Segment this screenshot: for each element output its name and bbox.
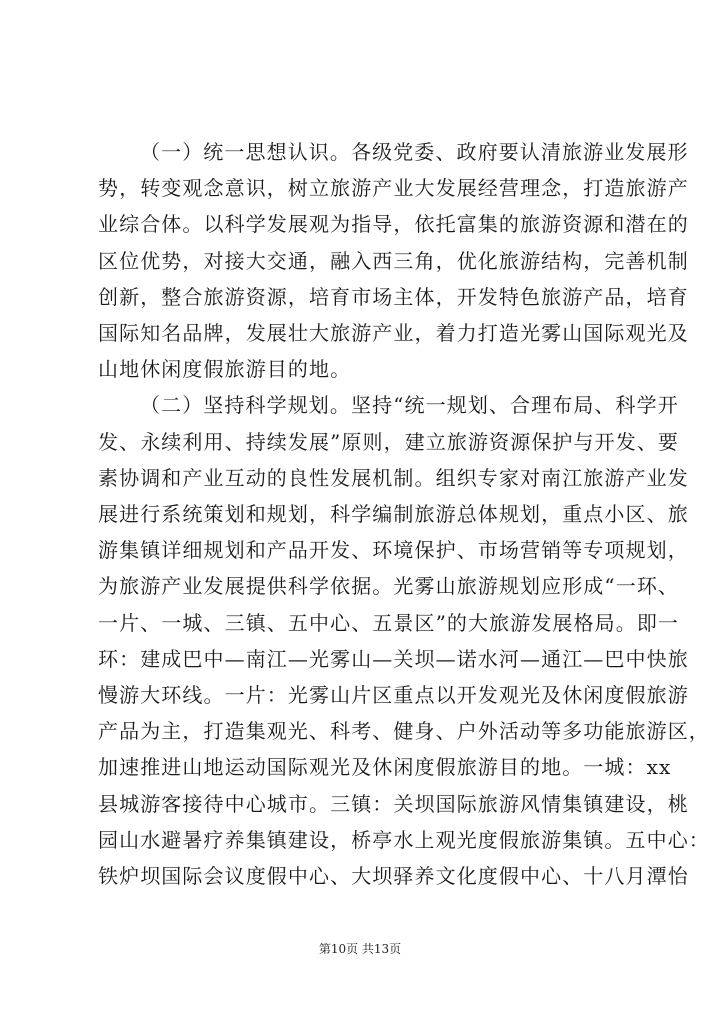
text-line: 游集镇详细规划和产品开发、环境保护、市场营销等专项规划， xyxy=(98,538,689,563)
text-line: 区位优势，对接大交通，融入西三角，优化旅游结构，完善机制 xyxy=(98,248,689,273)
text-line: 环：建成巴中—南江—光雾山—关坝—诺水河—通江—巴中快旅 xyxy=(98,646,689,671)
text-line: 创新，整合旅游资源，培育市场主体，开发特色旅游产品，培育 xyxy=(98,284,689,309)
body-text xyxy=(98,134,710,894)
text-line: 产品为主，打造集观光、科考、健身、户外活动等多功能旅游区， xyxy=(98,719,710,744)
paragraph-2 xyxy=(98,387,710,894)
text-line: 素协调和产业互动的良性发展机制。组织专家对南江旅游产业发 xyxy=(98,465,689,490)
text-line: （一）统一思想认识。各级党委、政府要认清旅游业发展形 xyxy=(140,140,689,164)
text-line: 山地休闲度假旅游目的地。 xyxy=(98,357,352,382)
text-line: 为旅游产业发展提供科学依据。光雾山旅游规划应形成“一环、 xyxy=(98,574,680,599)
text-line: 一片、一城、三镇、五中心、五景区”的大旅游发展格局。即一 xyxy=(98,610,680,635)
text-line: 铁炉坝国际会议度假中心、大坝驿养文化度假中心、十八月潭怡 xyxy=(98,864,689,889)
text-line: 国际知名品牌，发展壮大旅游产业，着力打造光雾山国际观光及 xyxy=(98,321,689,346)
page-footer: 第10页 共13页 xyxy=(318,942,402,956)
text-line: （二）坚持科学规划。坚持“统一规划、合理布局、科学开 xyxy=(140,393,679,418)
text-line: 势，转变观念意识，树立旅游产业大发展经营理念，打造旅游产 xyxy=(98,176,689,201)
text-line: 业综合体。以科学发展观为指导，依托富集的旅游资源和潜在的 xyxy=(98,212,689,237)
text-line: 发、永续利用、持续发展”原则，建立旅游资源保护与开发、要 xyxy=(98,429,680,454)
text-line: 县城游客接待中心城市。三镇：关坝国际旅游风情集镇建设，桃 xyxy=(98,791,689,816)
paragraph-1 xyxy=(98,134,689,387)
text-line: 加速推进山地运动国际观光及休闲度假旅游目的地。一城：xx xyxy=(98,755,672,780)
text-line: 慢游大环线。一片：光雾山片区重点以开发观光及休闲度假旅游 xyxy=(98,683,689,708)
text-line: 园山水避暑疗养集镇建设，桥亭水上观光度假旅游集镇。五中心： xyxy=(98,827,710,852)
text-line: 展进行系统策划和规划，科学编制旅游总体规划，重点小区、旅 xyxy=(98,502,689,527)
